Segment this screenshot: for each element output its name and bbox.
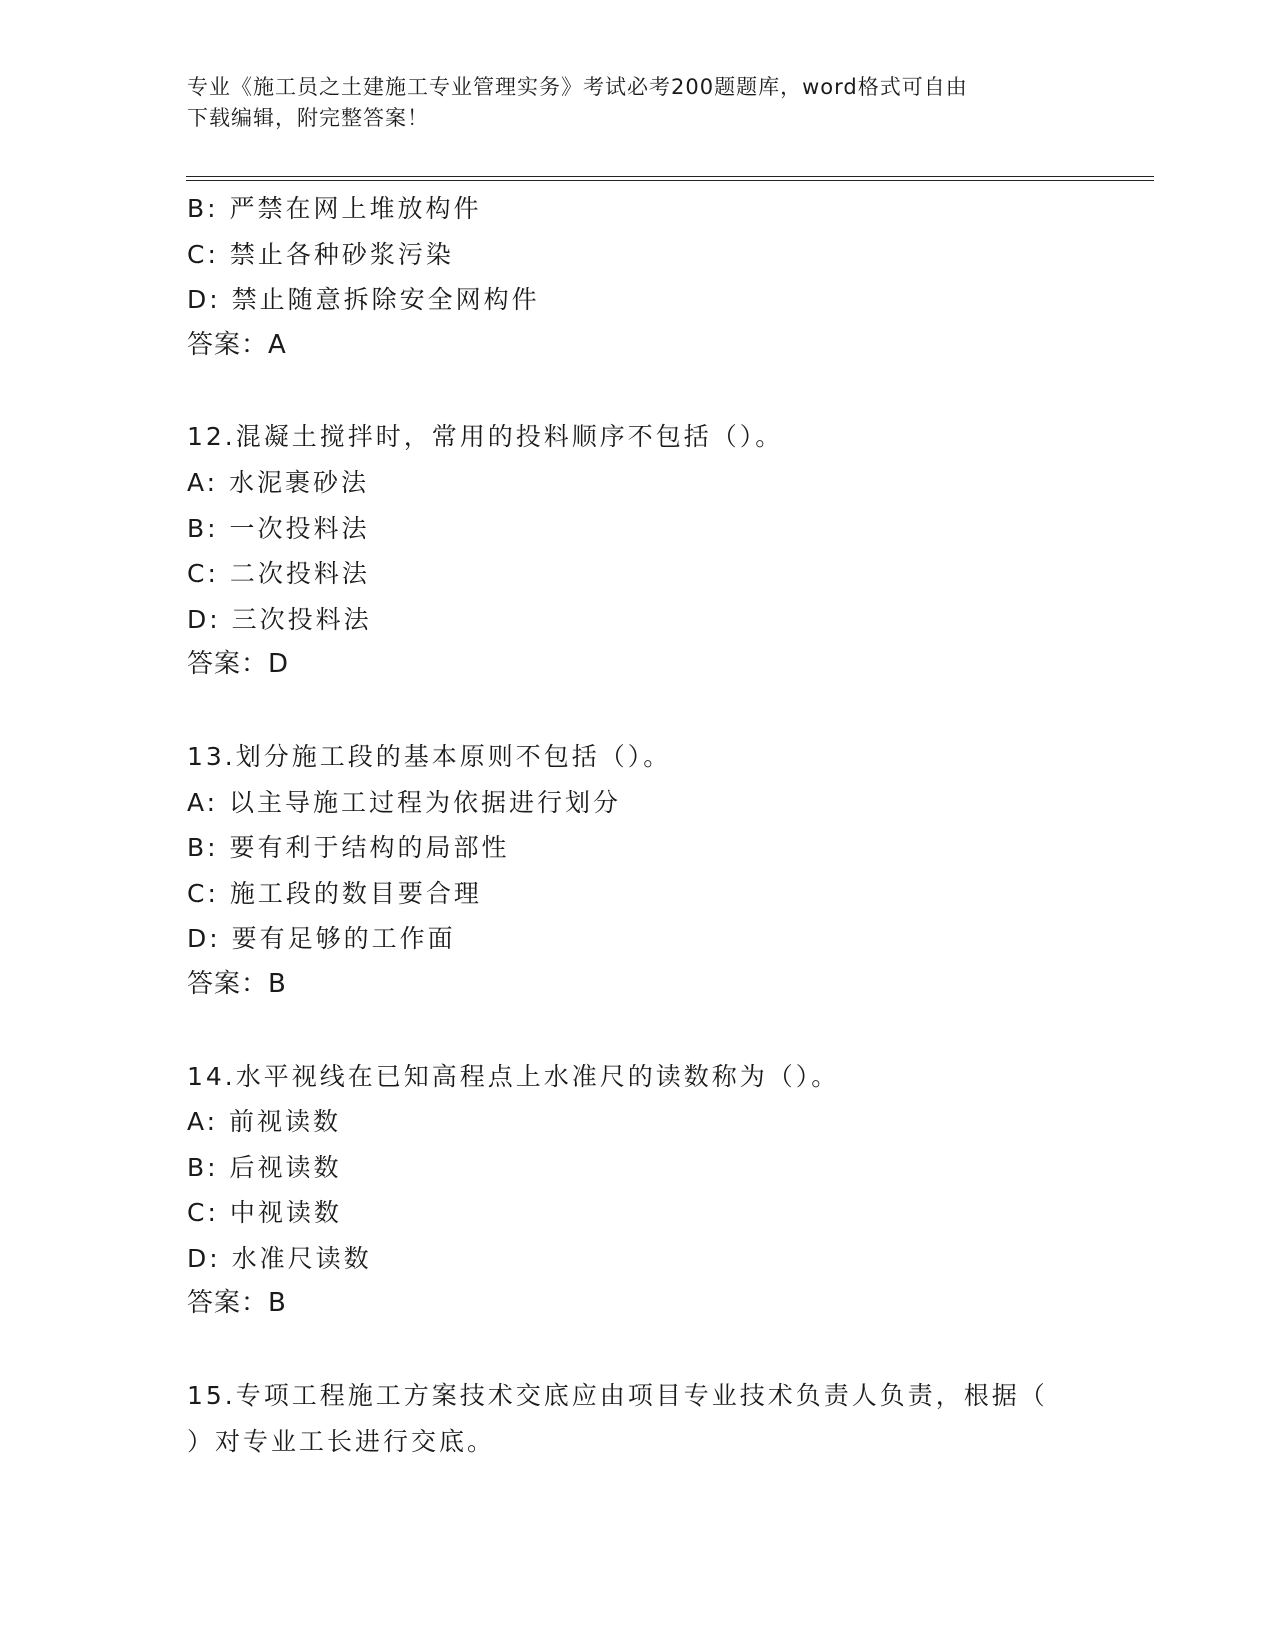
spacer	[187, 368, 1087, 414]
question-14	[187, 1054, 1087, 1328]
question-stem: 14.水平视线在已知高程点上水准尺的读数称为（）。	[187, 1061, 840, 1091]
option-c: C: 施工段的数目要合理	[187, 878, 482, 908]
header-line-2: 下载编辑，附完整答案！	[187, 106, 429, 130]
question-list	[187, 186, 1087, 1464]
option-d: D: 水准尺读数	[187, 1243, 372, 1273]
answer: 答案：D	[187, 649, 290, 680]
question-stem: 12.混凝土搅拌时，常用的投料顺序不包括（）。	[187, 422, 784, 452]
question-stem-line-1: 15.专项工程施工方案技术交底应由项目专业技术负责人负责，根据（	[187, 1381, 1048, 1411]
option-c: C: 中视读数	[187, 1198, 342, 1228]
option-b: B: 一次投料法	[187, 513, 370, 543]
question-stem: 13.划分施工段的基本原则不包括（）。	[187, 741, 672, 771]
answer: 答案：A	[187, 329, 287, 360]
header-line-1: 专业《施工员之土建施工专业管理实务》考试必考200题题库，word格式可自由	[187, 75, 968, 99]
answer: 答案：B	[187, 1288, 287, 1319]
spacer	[187, 1327, 1087, 1373]
header-divider	[186, 176, 1154, 181]
option-b: B: 严禁在网上堆放构件	[187, 194, 482, 223]
option-d: D: 三次投料法	[187, 604, 372, 634]
option-d: D: 禁止随意拆除安全网构件	[187, 285, 540, 315]
option-b: B: 后视读数	[187, 1152, 342, 1182]
question-12	[187, 414, 1087, 688]
document-header	[187, 72, 1067, 134]
answer: 答案：B	[187, 968, 287, 999]
option-c: C: 二次投料法	[187, 559, 370, 589]
option-d: D: 要有足够的工作面	[187, 924, 456, 954]
option-a: A: 水泥裹砂法	[187, 467, 370, 497]
spacer	[187, 688, 1087, 734]
spacer	[187, 1008, 1087, 1054]
option-c: C: 禁止各种砂浆污染	[187, 239, 454, 269]
question-stem-line-2: ）对专业工长进行交底。	[187, 1426, 496, 1456]
option-a: A: 前视读数	[187, 1107, 342, 1137]
option-a: A: 以主导施工过程为依据进行划分	[187, 787, 622, 817]
question-11-continued	[187, 186, 1087, 368]
question-15	[187, 1373, 1087, 1464]
option-b: B: 要有利于结构的局部性	[187, 833, 510, 863]
question-13	[187, 734, 1087, 1008]
